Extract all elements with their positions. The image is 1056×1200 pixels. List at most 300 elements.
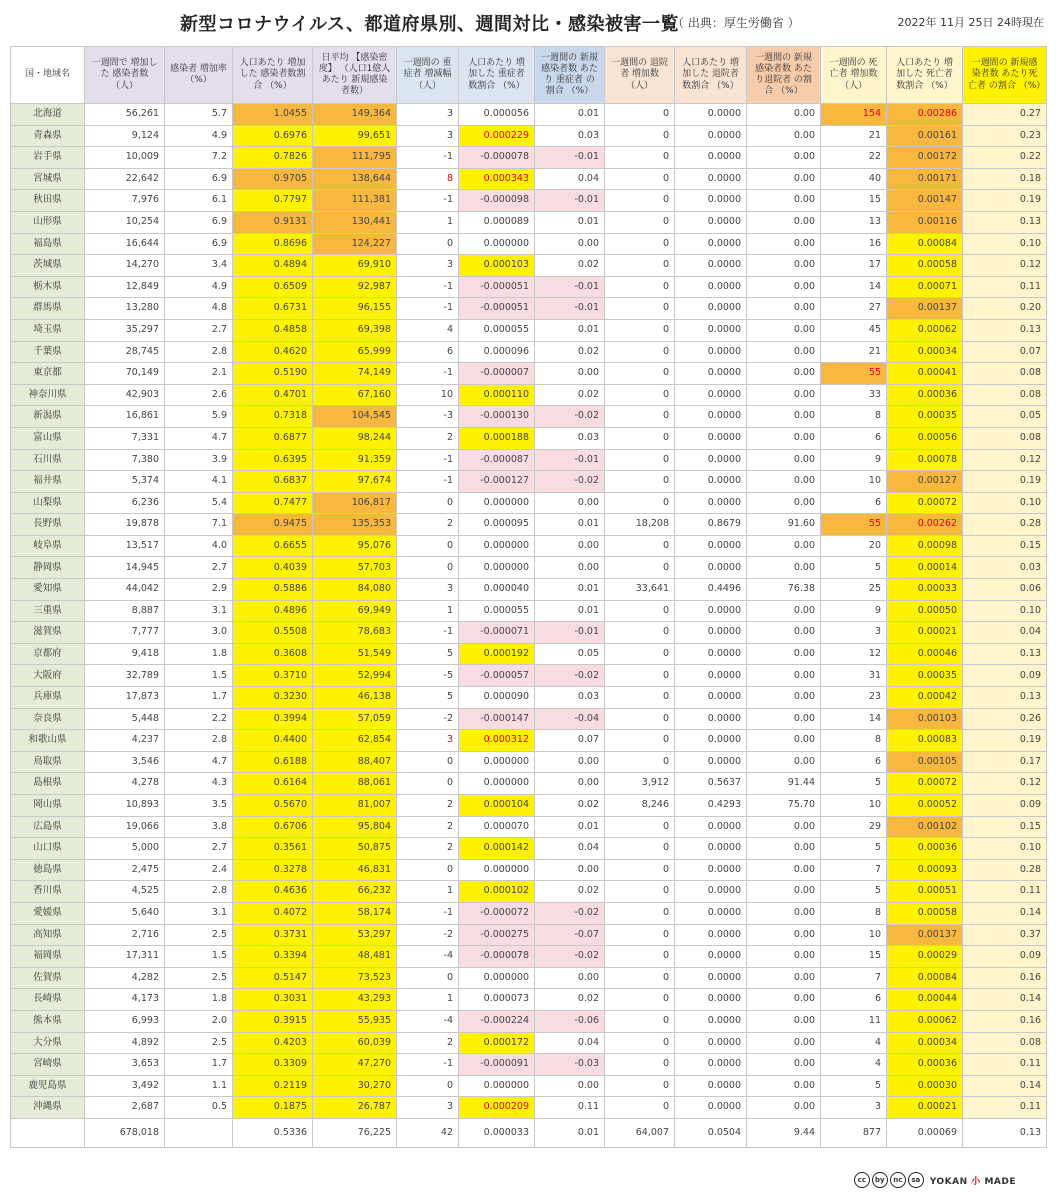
table-cell: 84,080	[313, 579, 397, 601]
table-cell: 0.00	[535, 492, 605, 514]
table-cell: 5	[821, 838, 887, 860]
table-cell: 4	[397, 319, 459, 341]
table-cell: 0.00	[747, 665, 821, 687]
table-cell: 0.000104	[459, 795, 535, 817]
table-cell: -1	[397, 363, 459, 385]
table-cell: 0.00058	[887, 902, 963, 924]
prefecture-name: 石川県	[11, 449, 85, 471]
table-cell: 0.13	[963, 643, 1047, 665]
table-cell: 0.00034	[887, 1032, 963, 1054]
table-cell: 2.0	[165, 1010, 233, 1032]
table-cell: 66,232	[313, 881, 397, 903]
table-cell: 1.5	[165, 946, 233, 968]
prefecture-name: 山形県	[11, 211, 85, 233]
table-cell: -0.04	[535, 708, 605, 730]
prefecture-name: 和歌山県	[11, 730, 85, 752]
table-cell: 5.7	[165, 104, 233, 126]
table-cell: -0.000057	[459, 665, 535, 687]
table-row	[11, 406, 1047, 428]
table-cell: 0.0000	[675, 924, 747, 946]
table-cell: 154	[821, 104, 887, 126]
table-cell: 0.01	[535, 319, 605, 341]
table-cell: 0	[605, 1054, 675, 1076]
table-cell: 0.12	[963, 449, 1047, 471]
prefecture-name: 滋賀県	[11, 622, 85, 644]
table-cell: 0.4701	[233, 384, 313, 406]
table-cell: 0.7826	[233, 147, 313, 169]
prefecture-name: 三重県	[11, 600, 85, 622]
total-cell: 42	[397, 1118, 459, 1147]
table-cell: 0.00	[747, 687, 821, 709]
table-cell: 0.00	[747, 104, 821, 126]
table-cell: -1	[397, 276, 459, 298]
table-cell: 5,448	[85, 708, 165, 730]
table-cell: 0.0000	[675, 946, 747, 968]
table-cell: 0.00137	[887, 924, 963, 946]
table-cell: 60,039	[313, 1032, 397, 1054]
table-cell: 0.3561	[233, 838, 313, 860]
table-cell: 0.00058	[887, 255, 963, 277]
prefecture-name: 長野県	[11, 514, 85, 536]
table-cell: 0.00042	[887, 687, 963, 709]
table-cell: 0.4039	[233, 557, 313, 579]
table-cell: 0.11	[963, 1054, 1047, 1076]
table-cell: 17,311	[85, 946, 165, 968]
table-row	[11, 924, 1047, 946]
table-cell: 0.4203	[233, 1032, 313, 1054]
table-cell: 124,227	[313, 233, 397, 255]
total-row	[11, 1118, 1047, 1147]
table-cell: -0.03	[535, 1054, 605, 1076]
table-row	[11, 1097, 1047, 1119]
table-cell: 0.02	[535, 795, 605, 817]
table-cell: 22	[821, 147, 887, 169]
table-cell: 0.00	[747, 816, 821, 838]
table-cell: 0.3309	[233, 1054, 313, 1076]
table-cell: 0.0000	[675, 665, 747, 687]
column-header-3: 人口あたり 増加した 感染者数割合 （%）	[233, 47, 313, 104]
table-cell: 0.0000	[675, 341, 747, 363]
table-cell: 3	[397, 125, 459, 147]
table-cell: 0.00	[747, 924, 821, 946]
table-row	[11, 708, 1047, 730]
table-cell: 0.00	[535, 1075, 605, 1097]
table-cell: 28,745	[85, 341, 165, 363]
table-cell: 2.7	[165, 838, 233, 860]
prefecture-name: 京都府	[11, 643, 85, 665]
table-cell: 9	[821, 449, 887, 471]
prefecture-name: 愛知県	[11, 579, 85, 601]
table-cell: 0.00056	[887, 427, 963, 449]
table-cell: 0.0000	[675, 276, 747, 298]
table-cell: 26,787	[313, 1097, 397, 1119]
table-cell: 3.5	[165, 795, 233, 817]
table-cell: 3	[397, 579, 459, 601]
table-cell: 2,687	[85, 1097, 165, 1119]
column-header-0: 国・地域名	[11, 47, 85, 104]
table-cell: -2	[397, 924, 459, 946]
table-cell: 0.04	[963, 622, 1047, 644]
table-cell: 0.0000	[675, 600, 747, 622]
table-cell: 0.000000	[459, 751, 535, 773]
table-cell: 51,549	[313, 643, 397, 665]
table-cell: 4.7	[165, 427, 233, 449]
table-cell: 91.60	[747, 514, 821, 536]
table-cell: 0	[605, 190, 675, 212]
table-cell: 0.17	[963, 751, 1047, 773]
table-cell: 0.00	[747, 1054, 821, 1076]
table-cell: 0.09	[963, 795, 1047, 817]
table-cell: -0.000007	[459, 363, 535, 385]
table-cell: 2.2	[165, 708, 233, 730]
table-cell: 0.19	[963, 190, 1047, 212]
table-cell: 3.4	[165, 255, 233, 277]
table-cell: 0.00147	[887, 190, 963, 212]
table-row	[11, 1032, 1047, 1054]
table-cell: 0	[605, 643, 675, 665]
table-cell: 0	[605, 471, 675, 493]
table-cell: 0.000040	[459, 579, 535, 601]
table-cell: 2.9	[165, 579, 233, 601]
table-cell: 0.28	[963, 514, 1047, 536]
table-cell: 0.0000	[675, 449, 747, 471]
table-cell: 0.27	[963, 104, 1047, 126]
table-cell: 1	[397, 989, 459, 1011]
table-cell: 0.6976	[233, 125, 313, 147]
table-cell: 81,007	[313, 795, 397, 817]
table-cell: 9,124	[85, 125, 165, 147]
cc-license-icons	[854, 1172, 924, 1188]
prefecture-name: 兵庫県	[11, 687, 85, 709]
table-cell: 0.00033	[887, 579, 963, 601]
table-row	[11, 341, 1047, 363]
table-cell: 7	[821, 859, 887, 881]
table-cell: 0.0000	[675, 535, 747, 557]
table-cell: 3,492	[85, 1075, 165, 1097]
table-cell: 0.20	[963, 298, 1047, 320]
table-cell: 0.3230	[233, 687, 313, 709]
table-cell: 4,173	[85, 989, 165, 1011]
cc-icon: cc	[854, 1172, 870, 1188]
table-cell: 0.9475	[233, 514, 313, 536]
timestamp: 2022年 11月 25日 24時現在	[897, 16, 1044, 29]
table-cell: 0	[605, 211, 675, 233]
table-cell: 0.0000	[675, 967, 747, 989]
table-cell: -0.01	[535, 298, 605, 320]
total-cell: 9.44	[747, 1118, 821, 1147]
table-cell: 0	[605, 838, 675, 860]
table-cell: 10	[397, 384, 459, 406]
table-cell: 0.04	[535, 1032, 605, 1054]
table-cell: 0.5190	[233, 363, 313, 385]
table-cell: 6	[821, 751, 887, 773]
table-cell: 98,244	[313, 427, 397, 449]
table-cell: 14	[821, 708, 887, 730]
prefecture-name: 千葉県	[11, 341, 85, 363]
table-cell: 3.1	[165, 600, 233, 622]
table-row	[11, 384, 1047, 406]
table-cell: 0.00	[747, 1097, 821, 1119]
table-cell: 0.0000	[675, 406, 747, 428]
column-header-5: 一週間の 重症者 増減幅 （人）	[397, 47, 459, 104]
table-cell: 0.10	[963, 838, 1047, 860]
table-cell: 0.00	[747, 319, 821, 341]
table-row	[11, 514, 1047, 536]
table-cell: 0.15	[963, 535, 1047, 557]
table-cell: 0.0000	[675, 838, 747, 860]
table-cell: 57,703	[313, 557, 397, 579]
table-cell: 0.9131	[233, 211, 313, 233]
table-cell: 0.000103	[459, 255, 535, 277]
table-cell: 6.9	[165, 168, 233, 190]
table-cell: 2	[397, 795, 459, 817]
table-cell: 0.0000	[675, 427, 747, 449]
table-cell: 4.0	[165, 535, 233, 557]
table-cell: 0	[605, 665, 675, 687]
table-cell: 1.1	[165, 1075, 233, 1097]
prefecture-name: 奈良県	[11, 708, 85, 730]
table-cell: 0.00	[747, 341, 821, 363]
table-row	[11, 946, 1047, 968]
table-cell: 21	[821, 125, 887, 147]
table-cell: 14,945	[85, 557, 165, 579]
table-cell: 0.00	[535, 859, 605, 881]
table-cell: 2.7	[165, 557, 233, 579]
table-cell: 3	[821, 1097, 887, 1119]
table-cell: 0.03	[535, 427, 605, 449]
table-cell: 0.14	[963, 989, 1047, 1011]
table-cell: 0.10	[963, 600, 1047, 622]
table-row	[11, 492, 1047, 514]
table-cell: 0	[605, 147, 675, 169]
table-cell: -0.000130	[459, 406, 535, 428]
table-cell: 8,246	[605, 795, 675, 817]
table-cell: 76.38	[747, 579, 821, 601]
table-cell: 69,398	[313, 319, 397, 341]
table-row	[11, 859, 1047, 881]
table-cell: 0.02	[535, 341, 605, 363]
table-cell: 2.6	[165, 384, 233, 406]
total-cell	[11, 1118, 85, 1147]
table-cell: 0	[605, 1097, 675, 1119]
table-cell: 2	[397, 427, 459, 449]
total-cell: 0.000033	[459, 1118, 535, 1147]
table-row	[11, 535, 1047, 557]
table-cell: 0	[397, 535, 459, 557]
table-cell: 0.4400	[233, 730, 313, 752]
table-cell: 57,059	[313, 708, 397, 730]
total-cell: 0.13	[963, 1118, 1047, 1147]
total-cell: 76,225	[313, 1118, 397, 1147]
table-cell: 10,254	[85, 211, 165, 233]
table-cell: 0.14	[963, 902, 1047, 924]
table-cell: 2.8	[165, 881, 233, 903]
table-cell: 104,545	[313, 406, 397, 428]
table-cell: 5.9	[165, 406, 233, 428]
table-cell: 3,653	[85, 1054, 165, 1076]
table-cell: 0	[605, 168, 675, 190]
table-cell: 2.4	[165, 859, 233, 881]
table-cell: 0	[605, 276, 675, 298]
table-cell: 0.07	[963, 341, 1047, 363]
table-cell: 12	[821, 643, 887, 665]
table-cell: 74,149	[313, 363, 397, 385]
table-cell: 0.00084	[887, 967, 963, 989]
column-header-4: 日平均 【感染密度】 （人口1億人あたり 新規感染者数）	[313, 47, 397, 104]
table-cell: 0	[605, 1032, 675, 1054]
table-cell: -4	[397, 946, 459, 968]
table-cell: 0.000056	[459, 104, 535, 126]
table-cell: 8	[397, 168, 459, 190]
table-cell: 0.00	[747, 1010, 821, 1032]
table-cell: 13,280	[85, 298, 165, 320]
table-cell: 2.8	[165, 730, 233, 752]
prefecture-name: 宮城県	[11, 168, 85, 190]
prefecture-name: 富山県	[11, 427, 85, 449]
table-cell: 0.00	[747, 147, 821, 169]
table-cell: 0.00035	[887, 665, 963, 687]
source-note: （ 出典：厚生労働省 ）	[672, 16, 800, 30]
table-cell: -0.000275	[459, 924, 535, 946]
table-cell: 0.000095	[459, 514, 535, 536]
prefecture-table	[10, 46, 1047, 1148]
table-cell: 0.00035	[887, 406, 963, 428]
table-row	[11, 579, 1047, 601]
table-cell: 0.00	[747, 492, 821, 514]
table-cell: 0.000312	[459, 730, 535, 752]
table-cell: 0.6655	[233, 535, 313, 557]
table-cell: 0.3394	[233, 946, 313, 968]
table-cell: -0.01	[535, 622, 605, 644]
table-cell: 16	[821, 233, 887, 255]
table-cell: 0.00036	[887, 1054, 963, 1076]
table-cell: 0	[605, 125, 675, 147]
table-cell: 0.5508	[233, 622, 313, 644]
table-cell: 0.00	[535, 233, 605, 255]
table-cell: 0.4894	[233, 255, 313, 277]
table-cell: 0.000343	[459, 168, 535, 190]
column-header-6: 人口あたり 増加した 重症者数割合 （%）	[459, 47, 535, 104]
table-cell: 0.15	[963, 816, 1047, 838]
table-cell: 0.00	[535, 557, 605, 579]
table-cell: 0	[397, 233, 459, 255]
table-cell: 55	[821, 363, 887, 385]
table-cell: 92,987	[313, 276, 397, 298]
table-cell: -0.000087	[459, 449, 535, 471]
table-cell: 0.00286	[887, 104, 963, 126]
table-cell: 0	[397, 773, 459, 795]
table-cell: 14,270	[85, 255, 165, 277]
table-cell: 0.00	[747, 600, 821, 622]
table-row	[11, 665, 1047, 687]
table-cell: 5.4	[165, 492, 233, 514]
table-cell: 97,674	[313, 471, 397, 493]
table-cell: 0.5	[165, 1097, 233, 1119]
table-cell: 0.4072	[233, 902, 313, 924]
table-cell: 0.000070	[459, 816, 535, 838]
column-header-9: 人口あたり 増加した 退院者数割合 （%）	[675, 47, 747, 104]
table-cell: 0.28	[963, 859, 1047, 881]
table-cell: 1.7	[165, 1054, 233, 1076]
table-cell: 0.00036	[887, 838, 963, 860]
table-cell: 0.0000	[675, 557, 747, 579]
table-cell: 2.8	[165, 341, 233, 363]
table-cell: 5	[397, 643, 459, 665]
table-cell: 0.37	[963, 924, 1047, 946]
table-cell: 0	[605, 535, 675, 557]
table-cell: 8	[821, 730, 887, 752]
table-cell: 48,481	[313, 946, 397, 968]
table-cell: 0.11	[963, 276, 1047, 298]
table-cell: -0.07	[535, 924, 605, 946]
table-cell: 0.7797	[233, 190, 313, 212]
table-cell: 0	[605, 384, 675, 406]
column-header-11: 一週間の 死亡者 増加数 （人）	[821, 47, 887, 104]
table-cell: -1	[397, 147, 459, 169]
table-cell: 0.0000	[675, 298, 747, 320]
prefecture-name: 岡山県	[11, 795, 85, 817]
table-cell: 0.00041	[887, 363, 963, 385]
table-cell: -0.01	[535, 449, 605, 471]
table-cell: 52,994	[313, 665, 397, 687]
table-cell: 46,831	[313, 859, 397, 881]
table-cell: 5,000	[85, 838, 165, 860]
table-cell: 0.00	[747, 384, 821, 406]
table-cell: 0.00262	[887, 514, 963, 536]
table-row	[11, 773, 1047, 795]
prefecture-name: 鹿児島県	[11, 1075, 85, 1097]
table-cell: 0.000229	[459, 125, 535, 147]
table-cell: 7.2	[165, 147, 233, 169]
table-cell: 22,642	[85, 168, 165, 190]
table-cell: 6	[821, 492, 887, 514]
table-cell: 0.6731	[233, 298, 313, 320]
table-row	[11, 622, 1047, 644]
table-cell: 0.13	[963, 687, 1047, 709]
table-cell: 4.7	[165, 751, 233, 773]
table-cell: 29	[821, 816, 887, 838]
table-cell: 4.3	[165, 773, 233, 795]
table-cell: 0.6509	[233, 276, 313, 298]
table-cell: 0.00	[747, 622, 821, 644]
table-cell: 0	[397, 492, 459, 514]
table-cell: 0.00021	[887, 622, 963, 644]
table-cell: 0.4896	[233, 600, 313, 622]
table-cell: 0.6706	[233, 816, 313, 838]
table-cell: 0.01	[535, 104, 605, 126]
table-cell: 0	[605, 751, 675, 773]
table-cell: 0	[397, 557, 459, 579]
table-cell: 25	[821, 579, 887, 601]
table-cell: 0.00	[747, 168, 821, 190]
table-cell: 6.9	[165, 233, 233, 255]
table-cell: 0.00050	[887, 600, 963, 622]
table-cell: 0.23	[963, 125, 1047, 147]
table-cell: 0	[605, 924, 675, 946]
table-row	[11, 1010, 1047, 1032]
table-cell: 0.00161	[887, 125, 963, 147]
table-cell: 5	[397, 687, 459, 709]
table-cell: 47,270	[313, 1054, 397, 1076]
table-cell: 0.4858	[233, 319, 313, 341]
table-cell: 0.00	[747, 643, 821, 665]
table-cell: 3	[397, 730, 459, 752]
table-cell: 23	[821, 687, 887, 709]
table-cell: 0.00093	[887, 859, 963, 881]
table-cell: 21	[821, 341, 887, 363]
table-cell: 3	[397, 1097, 459, 1119]
table-cell: 0.13	[963, 319, 1047, 341]
